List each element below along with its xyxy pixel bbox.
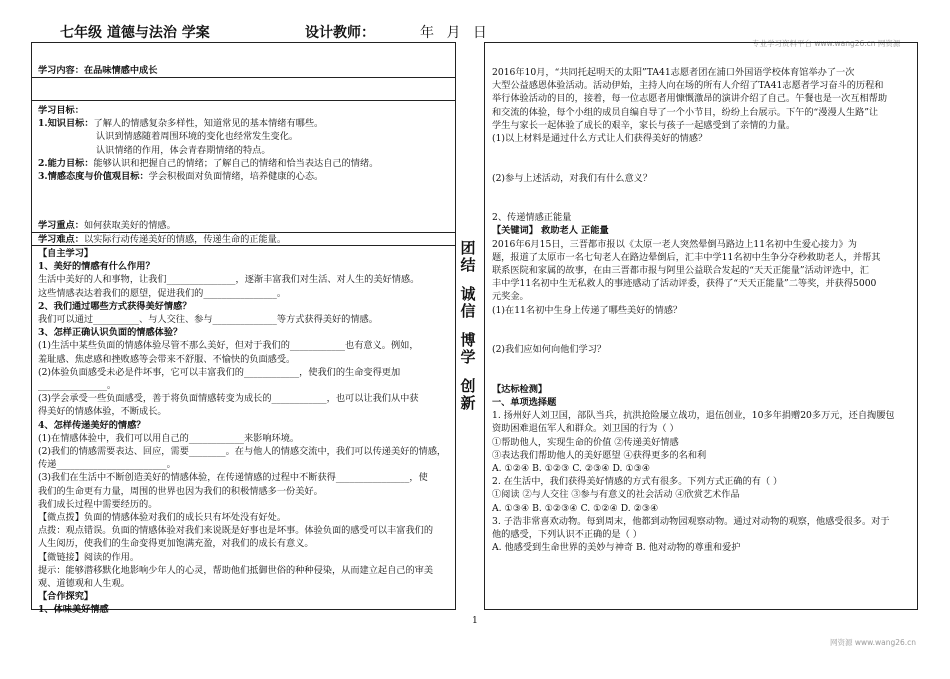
self-study-section: [38, 247, 454, 617]
text-line: 1、体味美好情感: [38, 604, 109, 616]
text-line: 这些情感表达着我们的愿望，促进我们的________________。: [38, 287, 287, 299]
attitude-label: 3.情感态度与价值观目标：: [38, 171, 149, 183]
knowledge-label: 1.知识目标：: [38, 118, 94, 130]
motto-char: 诚: [460, 285, 476, 303]
text-line: ①帮助他人，实现生命的价值 ②传递美好情感: [492, 436, 679, 448]
page-title: 七年级 道德与法治 学案: [60, 25, 210, 41]
text-line: 元奖金。: [492, 291, 529, 303]
text-line: (1)在情感体验中，我们可以用自己的____________来影响环境。: [38, 432, 300, 444]
text-line: 3、怎样正确认识负面的情感体验？: [38, 327, 183, 339]
text-line: _______________。: [38, 380, 117, 392]
goals-heading: 学习目标：: [38, 105, 84, 116]
text-line: (2)体验负面感受未必是件坏事，它可以丰富我们的____________，使我们的生命变得更加: [38, 366, 401, 378]
motto-char: 新: [460, 394, 476, 412]
watermark-top: 专业学习资料平台 www.wang26.cn 网资源: [752, 39, 901, 48]
difficulty-text: 以实际行动传递美好的情感，传递生命的正能量。: [83, 234, 287, 245]
attitude-text: 学会积极面对负面情绪，培养健康的心态。: [148, 171, 324, 183]
text-line: 得美好的情感体验，不断成长。: [38, 406, 167, 418]
watermark-bottom: 网资源 www.wang26.cn: [830, 638, 917, 647]
topic: 学习内容：在品味情感中成长: [38, 65, 158, 76]
text-line: [492, 317, 916, 330]
text-line: 2、传递情感正能量: [492, 212, 572, 224]
ability-text: 能够认识和把握自己的情绪；了解自己的情绪和恰当表达自己的情绪。: [93, 157, 379, 169]
motto-column: [458, 240, 478, 412]
text-line: 2. 在生活中，我们获得美好情感的方式有很多。下列方式正确的有（ ）: [492, 476, 783, 488]
text-line: 生活中美好的人和事物，让我们_______________，逐渐丰富我们对生活、对人生的美好情感。: [38, 274, 420, 286]
text-line: ③表达我们帮助他人的美好愿望 ④获得更多的名和利: [492, 449, 707, 461]
text-line: 4、怎样传递美好的情感？: [38, 419, 146, 431]
key-text: 如何获取美好的情感。: [83, 220, 176, 231]
difficulty-label: 学习难点：: [38, 234, 84, 245]
text-line: ①阅读 ②与人交往 ③参与有意义的社会活动 ④欣赏艺术作品: [492, 489, 740, 501]
text-line: 他的感受，下列认识不正确的是（ ）: [492, 528, 642, 540]
text-line: [492, 185, 916, 198]
knowledge-line: 了解人的情感复杂多样性，知道常见的基本情绪有哪些。: [93, 118, 324, 130]
self-study-heading: 【自主学习】: [38, 248, 94, 259]
text-line: 【微链接】阅读的作用。: [38, 551, 140, 563]
text-line: [492, 330, 916, 343]
text-line: (2)参与上述活动，对我们有什么意义？: [492, 172, 653, 184]
text-line: A. ①③④ B. ①②③④ C. ①②④ D. ②③④: [492, 502, 659, 514]
ability-label: 2.能力目标：: [38, 157, 94, 169]
text-line: 【达标检测】: [492, 383, 548, 395]
text-line: 1、美好的情感有什么作用？: [38, 261, 155, 273]
text-line: 提示：能够潜移默化地影响少年人的心灵，帮助他们抵御世俗的种种侵染，从而建立起自己的审美: [38, 564, 434, 576]
text-line: 1. 扬州好人刘卫国，部队当兵，抗洪抢险屡立战功，退伍创业，10多年捐赠20多万元，还自掏腰包: [492, 410, 895, 422]
text-line: 学生与家长一起体验了成长的艰辛，家长与孩子一起感受到了亲情的力量。: [492, 119, 796, 131]
knowledge-line: 认识情绪的作用，体会青春期情绪的特点。: [96, 144, 271, 156]
text-line: 我们的生命更有力量，周围的世界也因为我们的积极情感多一份美好。: [38, 485, 323, 497]
text-line: 举行体验活动的目的，接着，每一位志愿者用慷慨激昂的演讲介绍了自己。午餐也是一次互相帮助: [492, 93, 888, 105]
text-line: 观、道德观和人生观。: [38, 578, 130, 590]
motto-char: 创: [460, 377, 476, 395]
text-line: 2016年6月15日，三晋都市报以《太原一老人突然晕倒马路边上11名初中生爱心接力》为: [492, 238, 857, 250]
text-line: [492, 356, 916, 369]
motto-char: 信: [460, 302, 476, 320]
motto-char: 团: [460, 239, 476, 257]
text-line: A. 他感受到生命世界的美妙与神奇 B. 他对动物的尊重和爱护: [492, 542, 741, 554]
text-line: 【关键词】 救助老人 正能量: [492, 225, 609, 237]
text-line: 资助困难退伍军人和群众。刘卫国的行为（ ）: [492, 423, 679, 435]
text-line: 我们可以通过__________、与人交往、参与______________等方式获得美好的情感。: [38, 314, 378, 326]
text-line: (2)我们的情感需要表达、回应，需要________。在与他人的情感交流中，我们可以传递美好的情感，: [38, 446, 447, 458]
key-label: 学习重点：: [38, 220, 84, 231]
text-line: 2016年10月，“共同托起明天的太阳”TA41志愿者团在浦口外国语学校体育馆举办了一次: [492, 67, 855, 78]
divider: [31, 100, 456, 101]
text-line: 【微点拨】负面的情感体验对我们的成长只有坏处没有好处。: [38, 512, 287, 524]
text-line: 大型公益感恩体验活动。活动伊始，主持人向在场的所有人介绍了TA41志愿者学习奋斗的历程和: [492, 80, 884, 92]
right-content: [492, 66, 916, 554]
motto-char: 博: [460, 331, 476, 349]
text-line: [492, 145, 916, 158]
text-line: 题，报道了太原市一名七旬老人在路边晕倒后，汇丰中学11名初中生争分夺秒救助老人，并帮其: [492, 251, 881, 263]
text-line: [492, 158, 916, 171]
text-line: 3. 子浩非常喜欢动物。每到周末，他都到动物园观察动物。通过对动物的观察，他感受很多。对于: [492, 515, 890, 527]
text-line: 我们成长过程中需要经历的。: [38, 498, 158, 510]
text-line: 点拨：观点错误。负面的情感体验对我们来说既是好事也是坏事。体验负面的感受可以丰富我们的: [38, 525, 434, 537]
motto-char: 结: [460, 256, 476, 274]
text-line: 丰中学11名初中生无私救人的事迹感动了活动评委，获得了“天天正能量”二等奖，并获得5000: [492, 278, 877, 290]
text-line: (1)在11名初中生身上传递了哪些美好的情感？: [492, 304, 683, 316]
learning-goals: [38, 104, 378, 183]
text-line: (2)我们应如何向他们学习？: [492, 344, 607, 356]
text-line: 2、我们通过哪些方式获得美好情感？: [38, 300, 192, 312]
motto-char: 学: [460, 348, 476, 366]
text-line: 人生阅历，使我们的生命变得更加饱满充盈，对我们的成长有意义。: [38, 538, 314, 550]
text-line: (1)以上材料是通过什么方式让人们获得美好的情感？: [492, 133, 708, 145]
text-line: [492, 370, 916, 383]
text-line: 传递________________________。: [38, 459, 176, 471]
text-line: 一、单项选择题: [492, 396, 557, 408]
text-line: [492, 198, 916, 211]
text-line: 联系医院和家属的故事，在由三晋都市报与阿里公益联合发起的“天天正能量”活动评选中，汇: [492, 264, 869, 276]
designer-label: 设计教师：: [305, 25, 375, 41]
text-line: 【合作探究】: [38, 591, 94, 603]
text-line: (3)学会承受一些负面感受，善于将负面情感转变为成长的____________，也可以让我们从中获: [38, 393, 419, 405]
text-line: 和交流的体验，每个小组的成员自编自导了一个小节目，纷纷上台展示。下午的“漫漫人生路”让: [492, 106, 879, 118]
text-line: (1)生活中某些负面的情感体验尽管不那么美好，但对于我们的____________也有意义。例如，: [38, 340, 419, 352]
page-number: 1: [472, 615, 478, 626]
date-label: 年 月 日: [420, 25, 491, 41]
text-line: A. ①②④ B. ①②③ C. ②③④ D. ①③④: [492, 462, 651, 474]
knowledge-line: 认识到情感随着周围环境的变化也经常发生变化。: [96, 131, 299, 143]
text-line: (3)我们在生活中不断创造美好的情感体验，在传递情感的过程中不断获得________________，使: [38, 472, 428, 484]
text-line: 羞耻感、焦虑感和挫败感等会带来不舒服、不愉快的负面感受。: [38, 353, 296, 365]
